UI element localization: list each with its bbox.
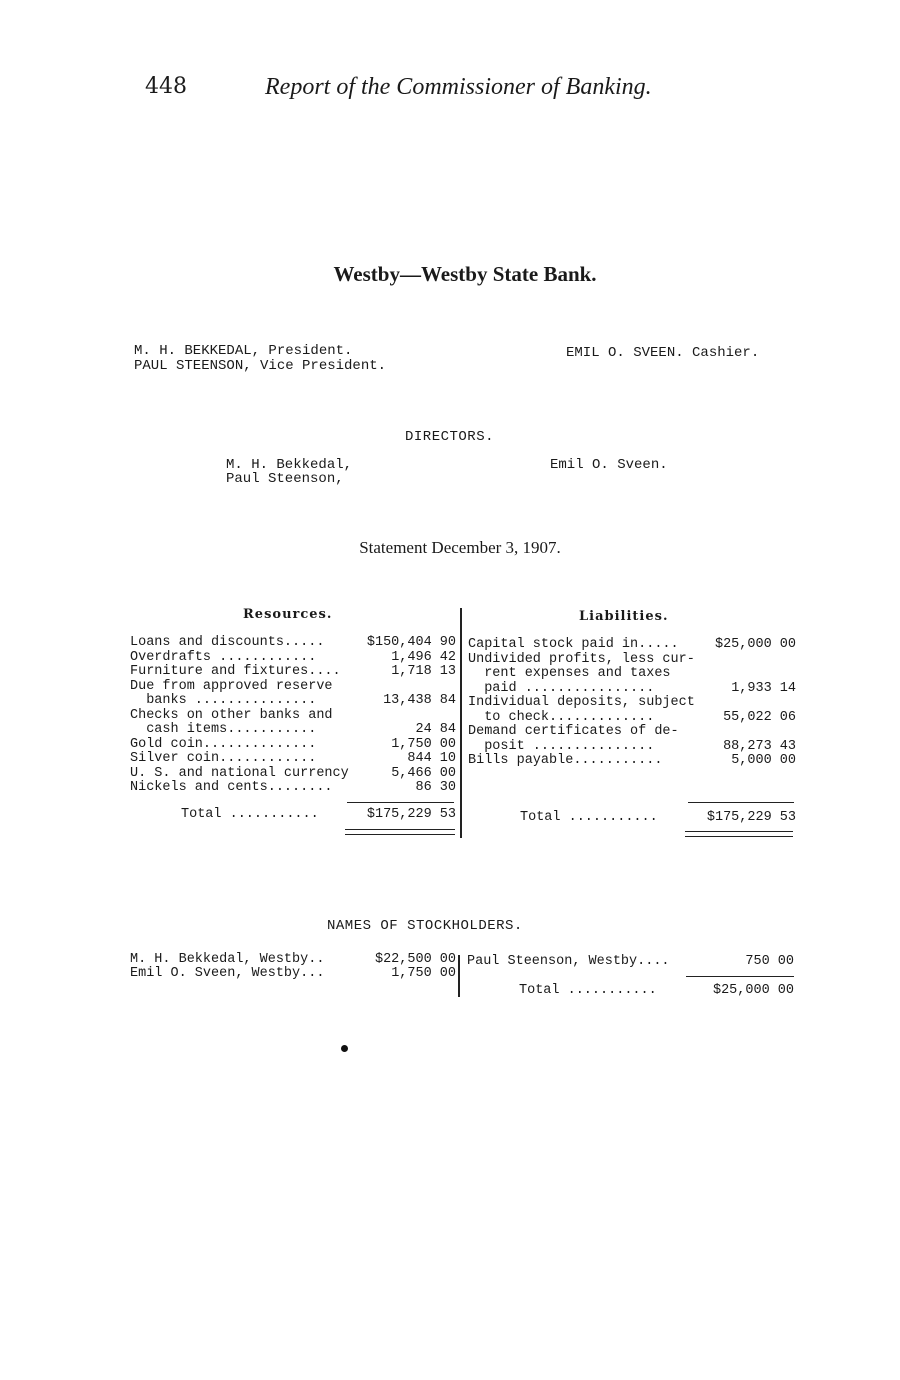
stockholder-left-1-amount: $22,500 00 bbox=[374, 952, 456, 967]
liabilities-total-rule bbox=[688, 802, 794, 803]
liabilities-row-label: paid ................ bbox=[468, 680, 655, 696]
resources-row-label: Checks on other banks and bbox=[130, 707, 333, 723]
officer-president: M. H. BEKKEDAL, President. bbox=[134, 343, 353, 359]
resources-row-amount: $150,404 90 bbox=[366, 635, 456, 650]
running-head: Report of the Commissioner of Banking. bbox=[265, 74, 652, 100]
resources-row-amount: 1,750 00 bbox=[391, 736, 456, 752]
directors-heading: DIRECTORS. bbox=[405, 429, 495, 445]
stockholder-right-1-name: Paul Steenson, Westby.... bbox=[467, 954, 670, 969]
resources-row-label: Silver coin............ bbox=[130, 751, 317, 766]
stockholders-heading: NAMES OF STOCKHOLDERS. bbox=[327, 918, 523, 934]
resources-row-amount: 844 10 bbox=[407, 751, 456, 766]
stockholders-total-rule bbox=[686, 976, 794, 977]
resources-row-amount: 13,438 84 bbox=[383, 693, 456, 708]
resources-row-amount: 86 30 bbox=[415, 780, 456, 795]
liabilities-row-label: to check............. bbox=[468, 709, 655, 725]
director-left-1: M. H. Bekkedal, bbox=[226, 457, 353, 473]
resources-row-label: cash items........... bbox=[130, 722, 317, 737]
liabilities-heading: Liabilities. bbox=[579, 609, 669, 624]
liabilities-row-amount: 5,000 00 bbox=[731, 753, 796, 768]
resources-total-amount: $175,229 53 bbox=[366, 807, 456, 822]
officer-vice-president: PAUL STEENSON, Vice President. bbox=[134, 358, 387, 374]
resources-heading: Resources. bbox=[243, 607, 333, 622]
liabilities-row-amount: $25,000 00 bbox=[714, 637, 796, 652]
resources-total-rule bbox=[347, 802, 454, 803]
resources-row-label: Furniture and fixtures.... bbox=[130, 664, 341, 679]
liabilities-total-label: Total ........... bbox=[520, 810, 658, 825]
statement-date: Statement December 3, 1907. bbox=[359, 538, 561, 557]
stockholders-total-amount: $25,000 00 bbox=[712, 983, 794, 998]
stockholder-right-1-amount: 750 00 bbox=[745, 954, 794, 969]
resources-row-label: U. S. and national currency bbox=[130, 765, 349, 781]
bank-title: Westby—Westby State Bank. bbox=[333, 262, 597, 286]
stockholder-left-2-name: Emil O. Sveen, Westby... bbox=[130, 966, 325, 981]
director-right: Emil O. Sveen. bbox=[550, 457, 668, 473]
stockholder-left-2-amount: 1,750 00 bbox=[391, 966, 456, 981]
liabilities-double-rule bbox=[685, 831, 793, 837]
page-number: 448 bbox=[145, 74, 187, 99]
resources-row-label: Overdrafts ............ bbox=[130, 649, 317, 665]
resources-row-amount: 5,466 00 bbox=[391, 765, 456, 781]
liabilities-row-label: Bills payable........... bbox=[468, 753, 663, 768]
resources-total-label: Total ........... bbox=[181, 807, 319, 822]
resources-row-amount: 1,496 42 bbox=[391, 649, 456, 665]
liabilities-row-label: Undivided profits, less cur- bbox=[468, 651, 695, 667]
ink-dot bbox=[341, 1045, 348, 1052]
liabilities-row-label: Capital stock paid in..... bbox=[468, 637, 679, 652]
liabilities-row-label: posit ............... bbox=[468, 738, 655, 754]
resources-row-label: Due from approved reserve bbox=[130, 678, 333, 694]
liabilities-row-amount: 55,022 06 bbox=[723, 709, 796, 725]
resources-row-amount: 24 84 bbox=[415, 722, 456, 737]
liabilities-row-label: rent expenses and taxes bbox=[468, 666, 671, 681]
stockholders-divider bbox=[458, 955, 460, 997]
director-left-2: Paul Steenson, bbox=[226, 471, 344, 487]
liabilities-row-amount: 1,933 14 bbox=[731, 680, 796, 696]
column-divider bbox=[460, 608, 462, 838]
resources-row-label: banks ............... bbox=[130, 693, 317, 708]
resources-row-label: Loans and discounts..... bbox=[130, 635, 325, 650]
resources-row-label: Gold coin.............. bbox=[130, 736, 317, 752]
resources-row-label: Nickels and cents........ bbox=[130, 780, 333, 795]
liabilities-total-amount: $175,229 53 bbox=[706, 810, 796, 825]
liabilities-row-label: Individual deposits, subject bbox=[468, 695, 695, 710]
liabilities-row-label: Demand certificates of de- bbox=[468, 724, 679, 739]
resources-row-amount: 1,718 13 bbox=[391, 664, 456, 679]
resources-double-rule bbox=[345, 829, 455, 835]
stockholder-left-1-name: M. H. Bekkedal, Westby.. bbox=[130, 952, 325, 967]
liabilities-row-amount: 88,273 43 bbox=[723, 738, 796, 754]
officer-cashier: EMIL O. SVEEN. Cashier. bbox=[566, 345, 760, 361]
stockholders-total-label: Total ........... bbox=[519, 983, 657, 998]
